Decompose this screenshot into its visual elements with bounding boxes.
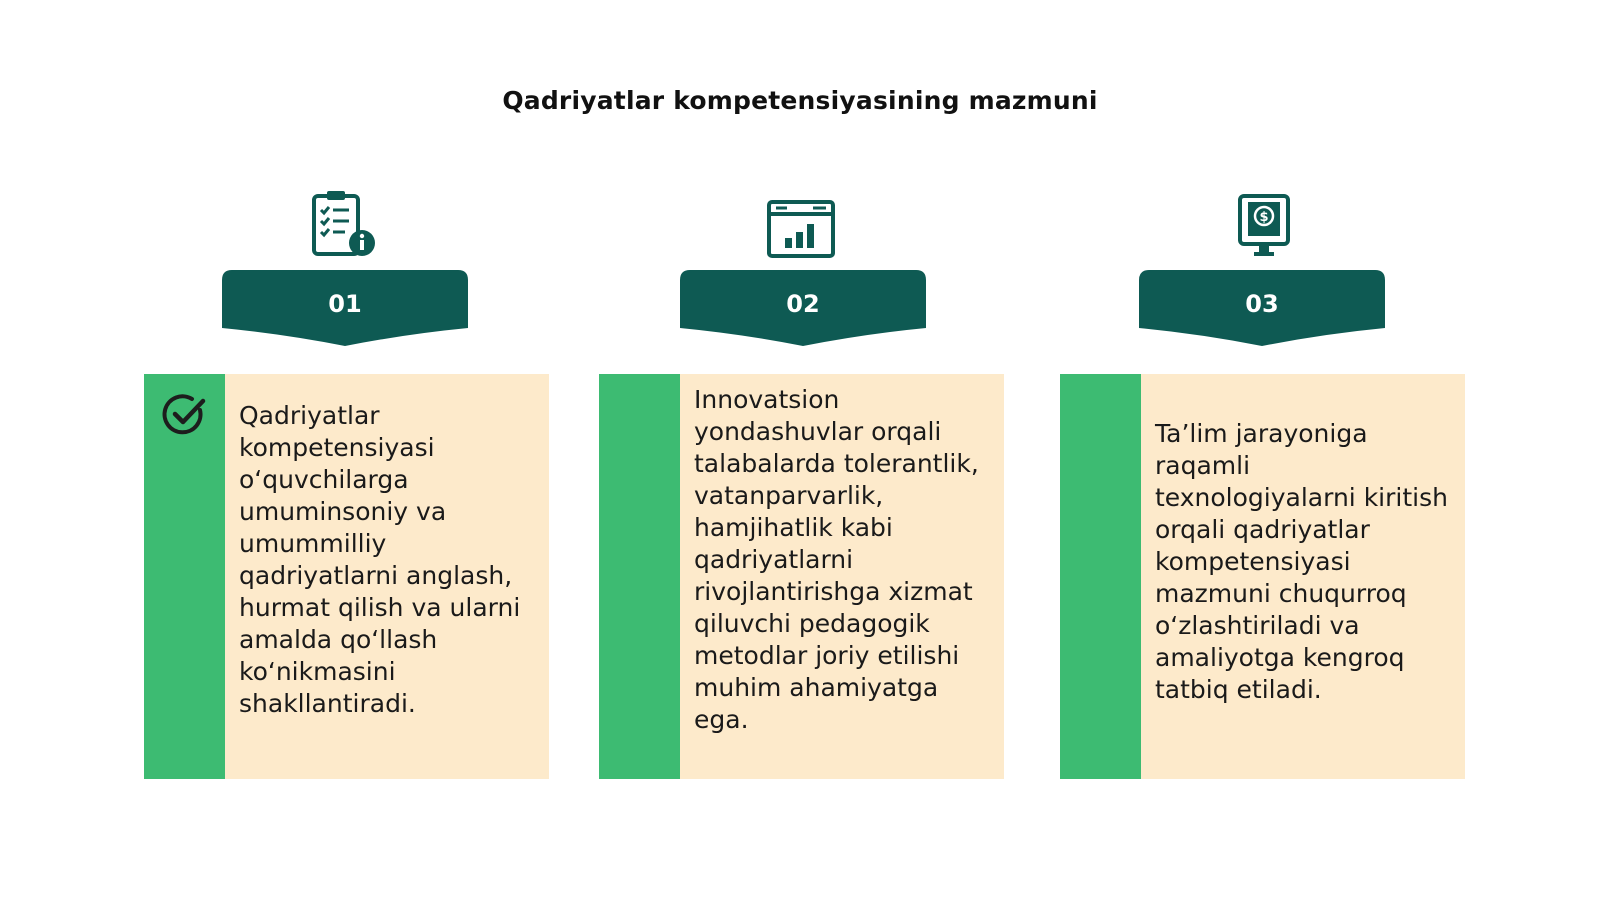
monitor-dollar-icon (1228, 190, 1300, 262)
content-card-01 (144, 374, 549, 779)
card-text: Innovatsion yondashuvlar orqali talabalarda tolerantlik, vatanparvarlik, hamjihatlik kabi qadriyatlarni rivojlantirishga xizmat qiluvchi pedagogik metodlar joriy etilishi muhim ahamiyatga ega. (694, 385, 979, 734)
step-badge-01 (222, 270, 468, 348)
card-stripe (599, 374, 680, 779)
step-number: 01 (328, 290, 362, 318)
content-card-02 (599, 374, 1004, 779)
card-stripe (1060, 374, 1141, 779)
step-number: 03 (1245, 290, 1279, 318)
step-number: 02 (786, 290, 820, 318)
page-title: Qadriyatlar kompetensiyasining mazmuni (502, 86, 1098, 115)
step-badge-02 (680, 270, 926, 348)
clipboard-checklist-info-icon (309, 188, 381, 260)
content-card-03 (1060, 374, 1465, 779)
step-badge-03 (1139, 270, 1385, 348)
analytics-dashboard-icon (765, 194, 837, 266)
svg-text:$: $ (1259, 210, 1269, 225)
card-text: Ta’lim jarayoniga raqamli texnologiyalarni kiritish orqali qadriyatlar kompetensiyasi mazmuni chuqurroq o‘zlashtiriladi va amaliyotga kengroq tatbiq etiladi. (1155, 419, 1448, 704)
card-text: Qadriyatlar kompetensiyasi o‘quvchilarga umuminsoniy va umummilliy qadriyatlarni anglash, hurmat qilish va ularni amalda qo‘llash ko‘nikmasini shakllantiradi. (239, 401, 521, 718)
check-circle-icon (162, 392, 208, 438)
